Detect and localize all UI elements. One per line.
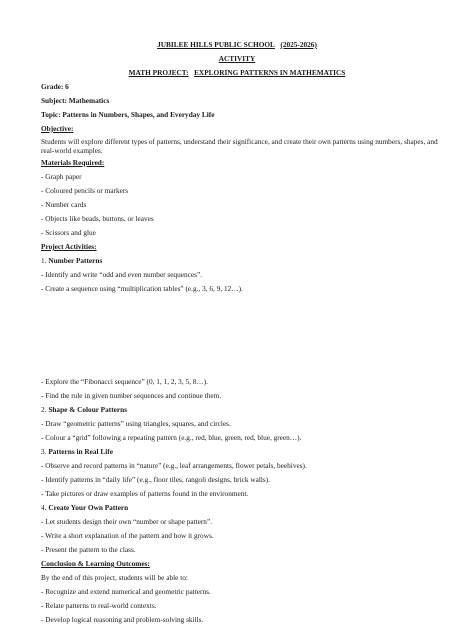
- section-2-heading: 2. Shape & Colour Patterns: [41, 405, 128, 414]
- materials-heading: Materials Required:: [41, 158, 105, 167]
- activities-heading: Project Activities:: [41, 242, 97, 251]
- activity-item: - Draw “geometric patterns” using triangles, squares, and circles.: [41, 419, 231, 428]
- school-heading: [0, 40, 474, 49]
- material-item: - Coloured pencils or markers: [41, 186, 129, 195]
- activity-item: - Write a short explanation of the pattern and how it grows.: [41, 531, 214, 540]
- activity-item: - Identify patterns in “daily life” (e.g., floor tiles, rangoli designs, brick walls).: [41, 475, 270, 484]
- grade-line: Grade: 6: [41, 82, 69, 91]
- objective-heading: Objective:: [41, 124, 74, 133]
- activity-item: - Let students design their own “number or shape pattern”.: [41, 517, 213, 526]
- material-item: - Objects like beads, buttons, or leaves: [41, 214, 154, 223]
- material-item: - Scissors and glue: [41, 228, 96, 237]
- section-3-heading: 3. Patterns in Real Life: [41, 447, 113, 456]
- conclusion-intro: By the end of this project, students will be able to:: [41, 573, 188, 582]
- subject-line: Subject: Mathematics: [41, 96, 110, 105]
- material-item: - Graph paper: [41, 172, 82, 181]
- activity-item: - Take pictures or draw examples of patterns found in the environment.: [41, 489, 249, 498]
- activity-item: - Identify and write “odd and even number sequences”.: [41, 270, 203, 279]
- activity-item: - Observe and record patterns in “nature” (e.g., leaf arrangements, flower petals, beehives).: [41, 461, 307, 470]
- project-label: MATH PROJECT:: [128, 68, 189, 77]
- project-title: [0, 68, 474, 77]
- outcome-item: - Recognize and extend numerical and geometric patterns.: [41, 587, 211, 596]
- activity-item: - Create a sequence using “multiplication tables” (e.g., 3, 6, 9, 12…).: [41, 284, 243, 293]
- objective-text: Students will explore different types of patterns, understand their significance, and create their own patterns using numbers, shapes, and real-world examples.: [41, 137, 438, 156]
- project-name: EXPLORING PATTERNS IN MATHEMATICS: [194, 68, 346, 77]
- activity-item: - Present the pattern to the class.: [41, 545, 136, 554]
- topic-line: Topic: Patterns in Numbers, Shapes, and Everyday Life: [41, 110, 215, 119]
- conclusion-heading: Conclusion & Learning Outcomes:: [41, 559, 150, 568]
- material-item: - Number cards: [41, 200, 87, 209]
- outcome-item: - Relate patterns to real-world contexts.: [41, 601, 157, 610]
- section-1-heading: 1. Number Patterns: [41, 256, 103, 265]
- activity-item: - Find the rule in given number sequences and continue them.: [41, 391, 222, 400]
- outcome-item: - Develop logical reasoning and problem-solving skills.: [41, 615, 204, 624]
- activity-heading: ACTIVITY: [218, 54, 256, 63]
- section-4-heading: 4. Create Your Own Pattern: [41, 503, 129, 512]
- school-name: JUBILEE HILLS PUBLIC SCHOOL: [157, 40, 275, 49]
- school-year: (2025-2026): [280, 40, 317, 49]
- activity-item: - Explore the “Fibonacci sequence” (0, 1, 1, 2, 3, 5, 8…).: [41, 377, 208, 386]
- activity-item: - Colour a “grid” following a repeating pattern (e.g., red, blue, green, red, blue, green…).: [41, 433, 302, 442]
